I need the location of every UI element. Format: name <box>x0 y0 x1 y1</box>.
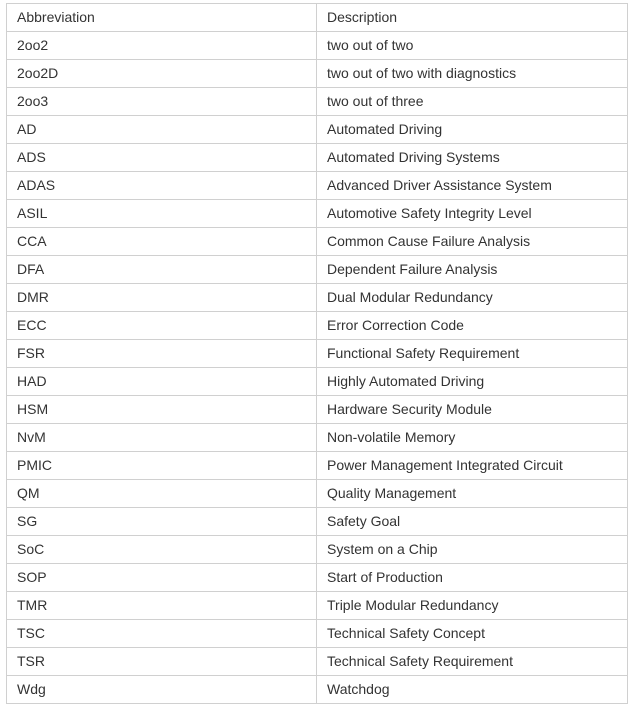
table-body <box>7 32 628 704</box>
abbreviation-cell: TMR <box>7 592 317 620</box>
table-row <box>7 480 628 508</box>
abbreviation-cell: DFA <box>7 256 317 284</box>
table-row <box>7 312 628 340</box>
table-row <box>7 228 628 256</box>
abbreviation-cell: HSM <box>7 396 317 424</box>
abbreviation-cell: AD <box>7 116 317 144</box>
abbreviation-cell: TSC <box>7 620 317 648</box>
abbreviation-cell: ECC <box>7 312 317 340</box>
abbreviation-cell: 2oo2 <box>7 32 317 60</box>
table-header-row <box>7 4 628 32</box>
description-cell: Functional Safety Requirement <box>317 340 628 368</box>
description-cell: Dependent Failure Analysis <box>317 256 628 284</box>
abbreviation-cell: ADS <box>7 144 317 172</box>
abbreviation-cell: ASIL <box>7 200 317 228</box>
description-cell: Highly Automated Driving <box>317 368 628 396</box>
description-cell: Hardware Security Module <box>317 396 628 424</box>
table-row <box>7 32 628 60</box>
abbreviation-cell: SG <box>7 508 317 536</box>
table-row <box>7 340 628 368</box>
description-cell: Common Cause Failure Analysis <box>317 228 628 256</box>
table-row <box>7 508 628 536</box>
table-row <box>7 452 628 480</box>
table-row <box>7 144 628 172</box>
table-row <box>7 648 628 676</box>
description-cell: Advanced Driver Assistance System <box>317 172 628 200</box>
abbreviation-cell: 2oo2D <box>7 60 317 88</box>
description-cell: Quality Management <box>317 480 628 508</box>
abbreviation-cell: TSR <box>7 648 317 676</box>
table-row <box>7 200 628 228</box>
abbreviation-cell: 2oo3 <box>7 88 317 116</box>
abbreviation-table-container <box>6 3 627 704</box>
abbreviation-cell: PMIC <box>7 452 317 480</box>
abbreviation-cell: SoC <box>7 536 317 564</box>
abbreviation-cell: DMR <box>7 284 317 312</box>
abbreviation-table <box>6 3 628 704</box>
table-row <box>7 284 628 312</box>
description-cell: Power Management Integrated Circuit <box>317 452 628 480</box>
description-cell: Error Correction Code <box>317 312 628 340</box>
abbreviation-cell: SOP <box>7 564 317 592</box>
description-cell: Non-volatile Memory <box>317 424 628 452</box>
table-row <box>7 536 628 564</box>
description-cell: Start of Production <box>317 564 628 592</box>
table-row <box>7 676 628 704</box>
description-cell: Technical Safety Requirement <box>317 648 628 676</box>
description-cell: Watchdog <box>317 676 628 704</box>
description-cell: Automotive Safety Integrity Level <box>317 200 628 228</box>
description-cell: two out of two with diagnostics <box>317 60 628 88</box>
table-row <box>7 396 628 424</box>
header-description: Description <box>317 4 628 32</box>
description-cell: Automated Driving Systems <box>317 144 628 172</box>
description-cell: Triple Modular Redundancy <box>317 592 628 620</box>
table-row <box>7 88 628 116</box>
table-row <box>7 256 628 284</box>
table-row <box>7 116 628 144</box>
description-cell: Automated Driving <box>317 116 628 144</box>
description-cell: two out of three <box>317 88 628 116</box>
header-abbreviation: Abbreviation <box>7 4 317 32</box>
table-row <box>7 172 628 200</box>
abbreviation-cell: Wdg <box>7 676 317 704</box>
table-row <box>7 368 628 396</box>
description-cell: two out of two <box>317 32 628 60</box>
abbreviation-cell: FSR <box>7 340 317 368</box>
abbreviation-cell: ADAS <box>7 172 317 200</box>
table-row <box>7 60 628 88</box>
abbreviation-cell: NvM <box>7 424 317 452</box>
abbreviation-cell: QM <box>7 480 317 508</box>
description-cell: Technical Safety Concept <box>317 620 628 648</box>
abbreviation-cell: CCA <box>7 228 317 256</box>
abbreviation-cell: HAD <box>7 368 317 396</box>
description-cell: Dual Modular Redundancy <box>317 284 628 312</box>
table-row <box>7 424 628 452</box>
description-cell: System on a Chip <box>317 536 628 564</box>
table-row <box>7 620 628 648</box>
table-row <box>7 564 628 592</box>
table-row <box>7 592 628 620</box>
description-cell: Safety Goal <box>317 508 628 536</box>
